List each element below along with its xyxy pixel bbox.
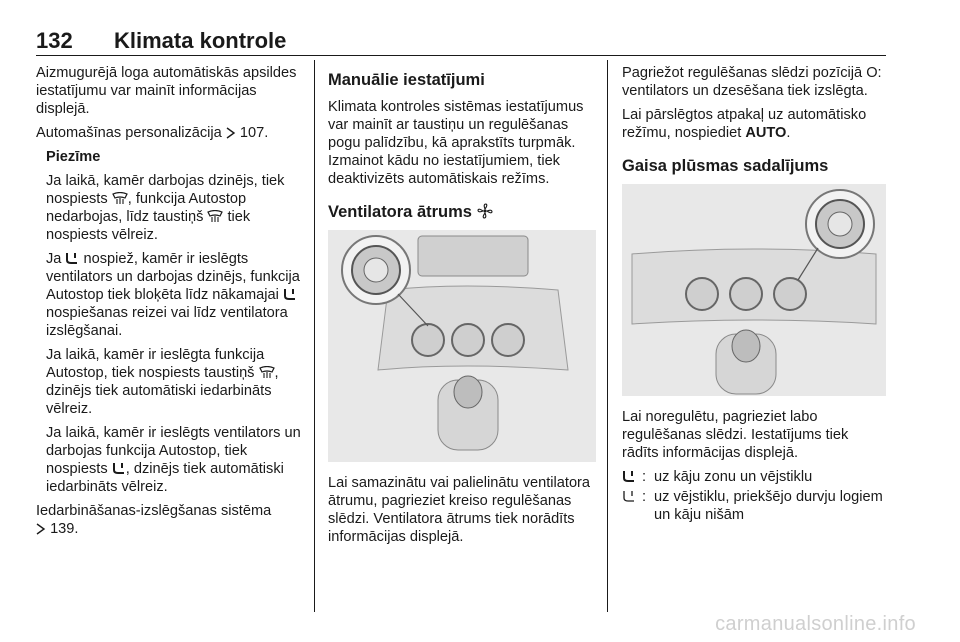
fan-icon (477, 203, 493, 221)
airflow-foot-windshield-icon (112, 461, 126, 477)
paragraph-stop-start: Iedarbināšanas-izslēgšanas sistēma 139. (36, 503, 272, 537)
list-item: : uz vējstiklu, priekšējo durvju logiem un kāju nišām (622, 488, 886, 524)
heading-manual-settings: Manuālie iestatījumi (328, 71, 485, 89)
column-3 (622, 64, 886, 526)
note-paragraph-4: Ja laikā, kamēr ir ieslēgts ventilators un darbojas funkcija Autostop, tiek nospiests , dzinējs tiek automātiski iedarbināts vēlreiz. (46, 425, 301, 495)
chapter-title: Klimata kontrole (114, 28, 287, 53)
paragraph-position-off: Pagriežot regulēšanas slēdzi pozīcijā O: ventilators un dzesēšana tiek izslēgta. (622, 65, 882, 99)
airflow-foot-windshield-icon (65, 251, 79, 267)
ac-icon (112, 191, 128, 207)
paragraph-air-distribution: Lai noregulētu, pagrieziet labo regulēšanas slēdzi. Iestatījums tiek rādīts informācijas displejā. (622, 409, 849, 461)
note-box (36, 148, 302, 496)
column-divider-2 (607, 60, 608, 612)
dashboard-drawing (328, 230, 596, 462)
column-divider-1 (314, 60, 315, 612)
note-paragraph-1: Ja laikā, kamēr darbojas dzinējs, tiek nospiests , funkcija Autostop nedarbojas, līdz taustiņš tiek nospiests vēlreiz. (46, 173, 285, 243)
fan-control-illustration (328, 230, 596, 462)
link-ref-107[interactable]: 107. (239, 125, 269, 141)
heading-fan-speed: Ventilatora ātrums (328, 202, 596, 222)
page-header (36, 28, 886, 54)
link-ref-139[interactable]: 139. (50, 521, 79, 537)
airflow-definition-list (622, 468, 886, 524)
off-symbol: O (866, 65, 878, 81)
auto-label: AUTO (745, 125, 787, 141)
airflow-foot-windshield-icon (283, 287, 297, 303)
watermark: carmanualsonline.info (715, 613, 916, 635)
arrow-ref-icon (226, 125, 236, 141)
list-item: : uz kāju zonu un vējstiklu (622, 468, 886, 486)
paragraph-rear-window: Aizmugurējā loga automātiskās apsildes iestatījumu var mainīt informācijas displejā. (36, 65, 297, 117)
paragraph-personalization: Automašīnas personalizācija 107. (36, 125, 269, 141)
airflow-foot-windshield-icon (622, 468, 642, 486)
column-2 (328, 64, 596, 552)
note-paragraph-2: Ja nospiež, kamēr ir ieslēgts ventilators un darbojas dzinējs, funkcija Autostop tiek bloķēta līdz nākamajai nospiešanas reizei vai līdz ventilatora izslēgšanai. (46, 251, 300, 339)
header-rule (36, 55, 886, 56)
arrow-ref-icon (36, 521, 46, 537)
paragraph-manual-settings: Klimata kontroles sistēmas iestatījumus var mainīt ar taustiņu un regulēšanas pogu palīdzību, kā aprakstīts turpmāk. Izmainot kādu no iestatījumiem, tiek deaktivizēts automātiskais režīms. (328, 99, 584, 187)
heading-air-distribution: Gaisa plūsmas sadalījums (622, 157, 829, 175)
ac-icon (259, 365, 275, 381)
airflow-windshield-side-foot-icon (622, 488, 642, 524)
note-paragraph-3: Ja laikā, kamēr ir ieslēgta funkcija Autostop, tiek nospiests taustiņš , dzinējs tiek automātiski iedarbināts vēlreiz. (46, 347, 279, 417)
dashboard-drawing-2 (622, 184, 886, 396)
note-title: Piezīme (46, 149, 101, 165)
paragraph-auto-mode: Lai pārslēgtos atpakaļ uz automātisko režīmu, nospiediet AUTO. (622, 107, 867, 141)
page-number: 132 (36, 28, 73, 53)
paragraph-fan-speed: Lai samazinātu vai palielinātu ventilatora ātrumu, pagrieziet kreiso regulēšanas slēdzi. Ventilatora ātrums tiek norādīts informācijas displejā. (328, 475, 591, 545)
air-distribution-illustration (622, 184, 886, 396)
column-1 (36, 64, 302, 544)
ac-icon (207, 209, 223, 225)
